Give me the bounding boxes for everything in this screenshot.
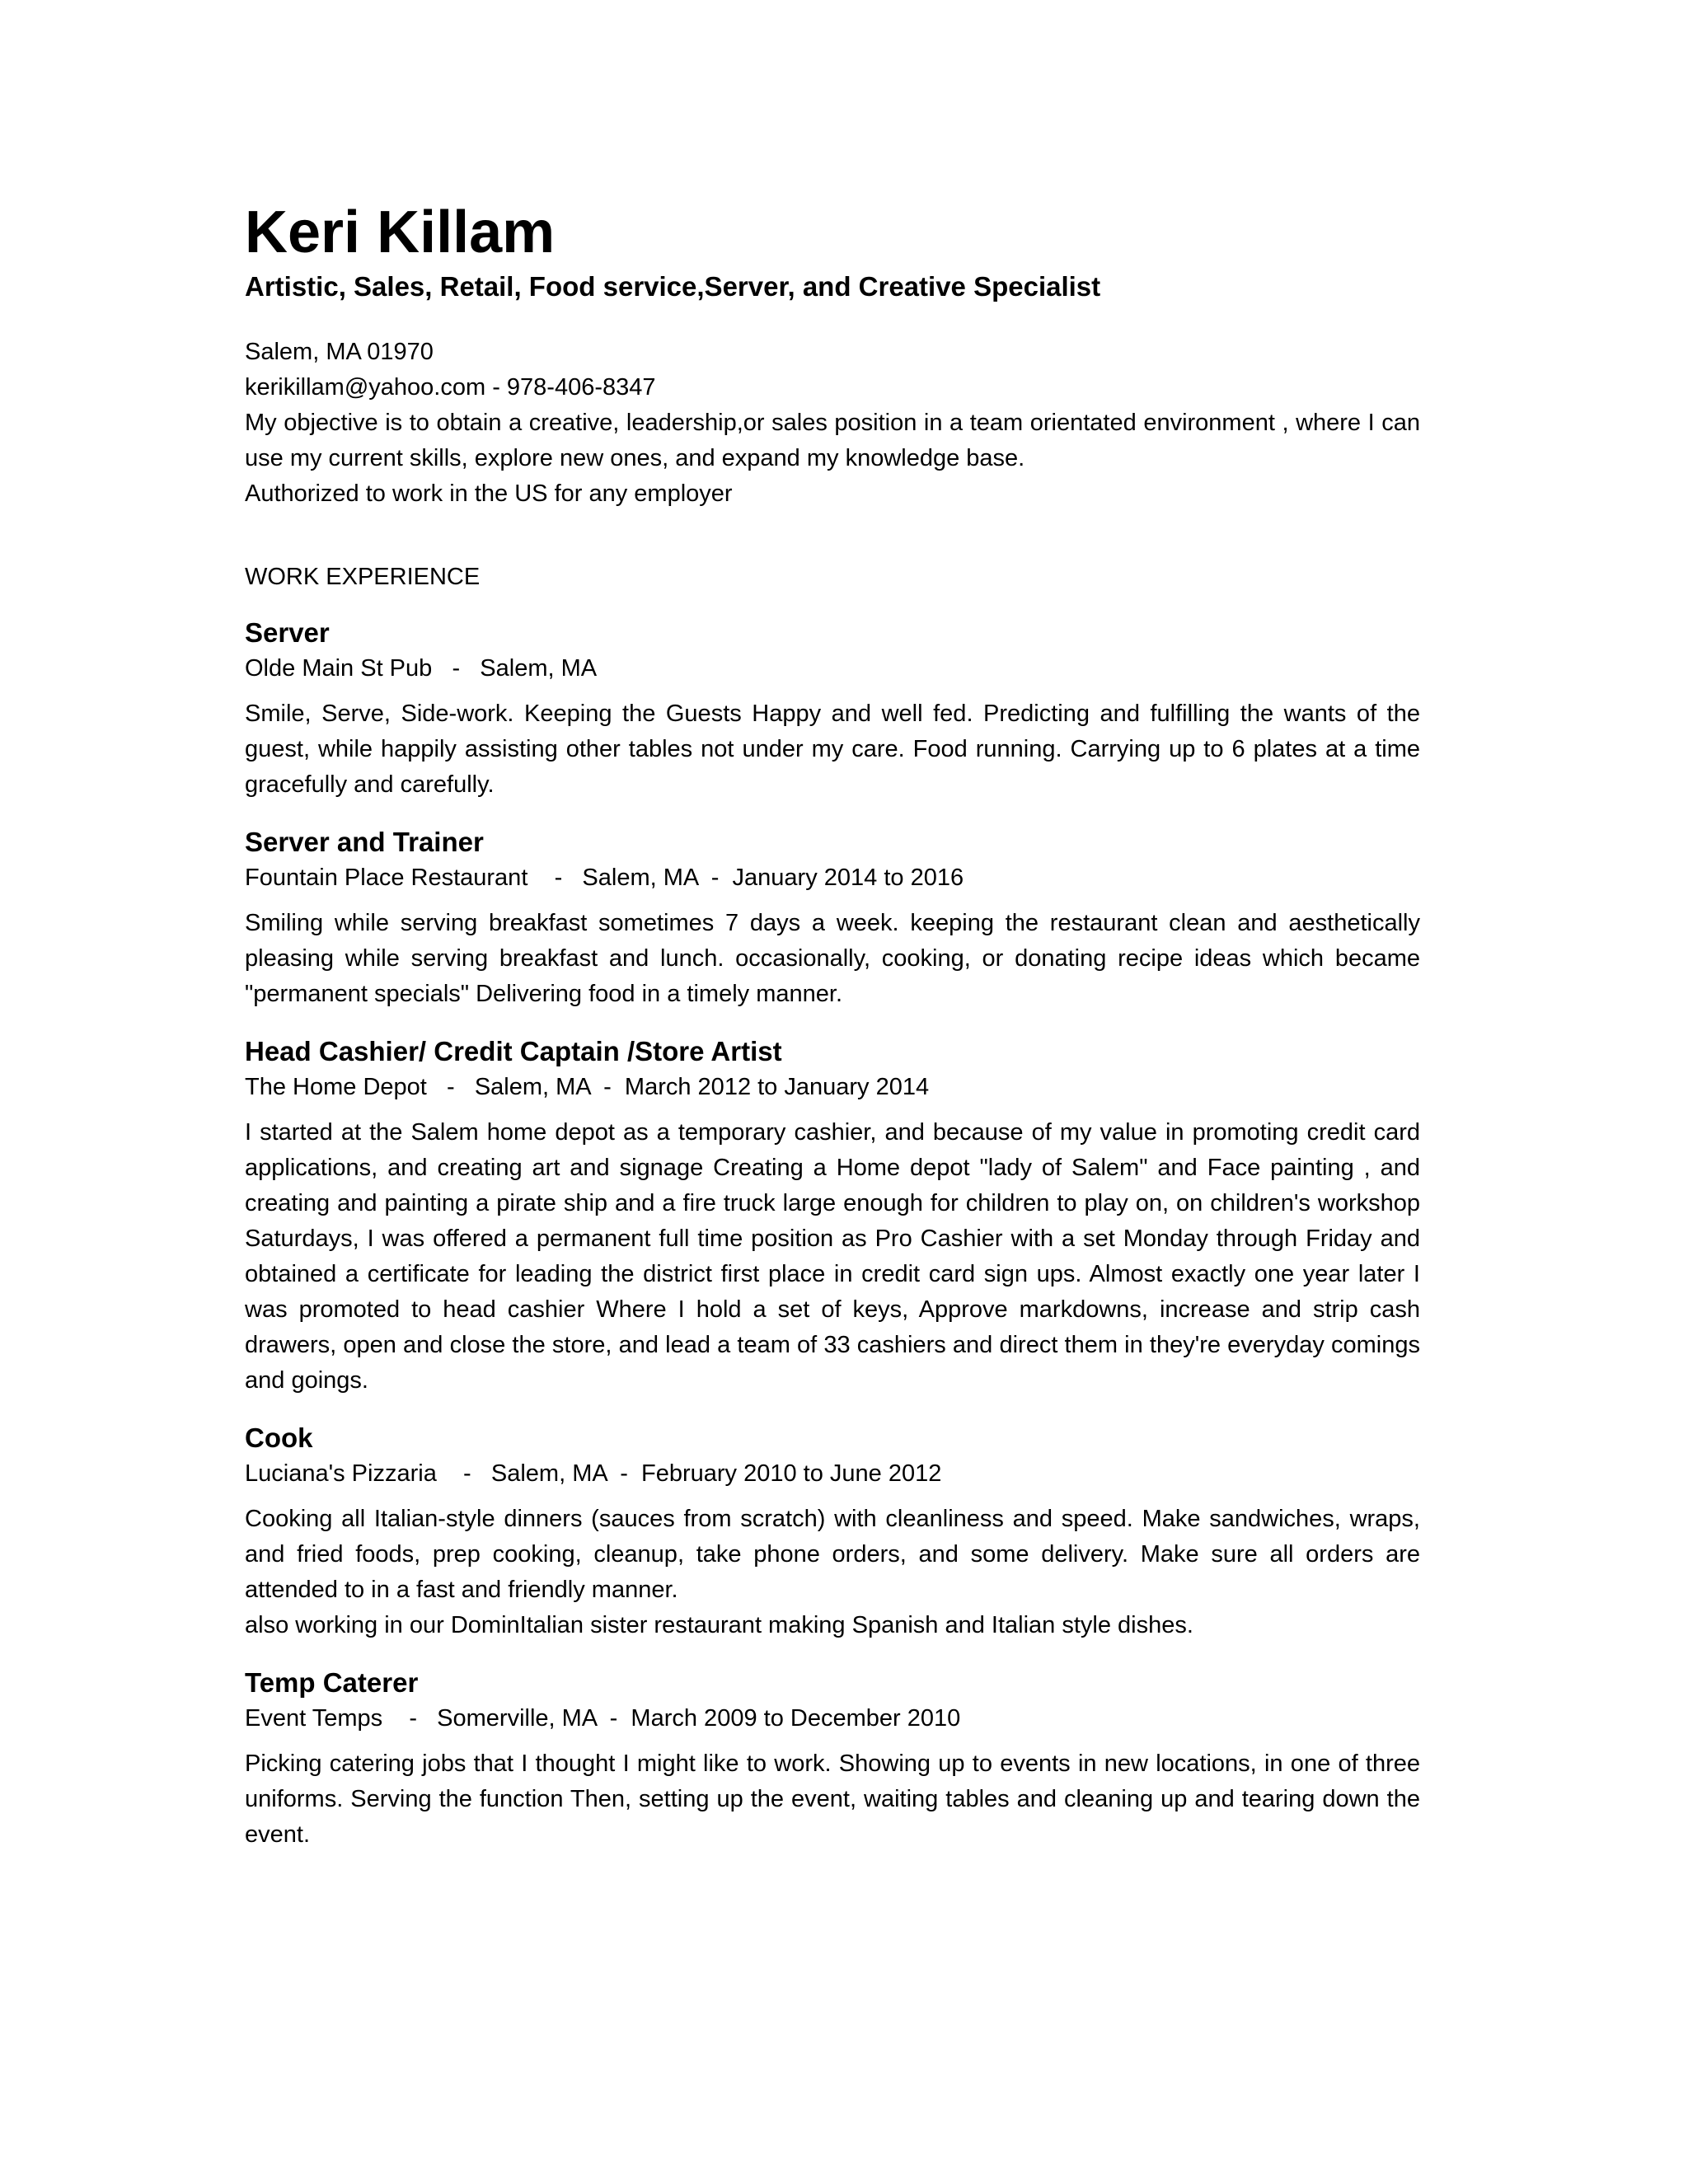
job-title: Server [245, 617, 330, 648]
job-meta: The Home Depot - Salem, MA - March 2012 to January 2014 [245, 1074, 930, 1100]
job-entry [245, 1033, 1420, 1399]
resume-name: Keri Killam [245, 199, 556, 265]
work-authorization-text: Authorized to work in the US for any employer [245, 480, 733, 507]
location-text: Salem, MA 01970 [245, 339, 434, 365]
job-title: Temp Caterer [245, 1667, 419, 1698]
job-description: Smiling while serving breakfast sometimes 7 days a week. keeping the restaurant clean and aesthetically pleasing while serving breakfast and lunch. occasionally, cooking, or donating recipe ideas which became "permanent specials" Delivering food in a timely manner. [245, 910, 1420, 1007]
job-entry [245, 824, 1420, 1012]
job-entry [245, 1420, 1420, 1643]
contact-text: kerikillam@yahoo.com - 978-406-8347 [245, 374, 656, 401]
job-meta: Event Temps - Somerville, MA - March 2009 to December 2010 [245, 1705, 961, 1732]
resume-page [245, 194, 1420, 1874]
objective-text: My objective is to obtain a creative, leadership,or sales position in a team orientated environment , where I can use my current skills, explore new ones, and expand my knowledge base. [245, 410, 1420, 471]
job-entry [245, 615, 1420, 803]
job-title: Head Cashier/ Credit Captain /Store Artist [245, 1036, 782, 1066]
job-description-extra: also working in our DominItalian sister restaurant making Spanish and Italian style dishes. [245, 1612, 1193, 1638]
job-description: Smile, Serve, Side-work. Keeping the Guests Happy and well fed. Predicting and fulfilling the wants of the guest, while happily assisting other tables not under my care. Food running. Carrying up to 6 plates at a time gracefully and carefully. [245, 701, 1420, 798]
resume-headline: Artistic, Sales, Retail, Food service,Server, and Creative Specialist [245, 271, 1101, 302]
work-experience-heading: WORK EXPERIENCE [245, 564, 481, 590]
job-description: Cooking all Italian-style dinners (sauces from scratch) with cleanliness and speed. Make sandwiches, wraps, and fried foods, prep cooking, cleanup, take phone orders, and some delivery. Make sure all orders are attended to in a fast and friendly manner. [245, 1506, 1420, 1603]
job-description: Picking catering jobs that I thought I might like to work. Showing up to events in new locations, in one of three uniforms. Serving the function Then, setting up the event, waiting tables and cleaning up and tearing down the event. [245, 1750, 1420, 1848]
job-entry [245, 1665, 1420, 1853]
job-description: I started at the Salem home depot as a temporary cashier, and because of my value in promoting credit card applications, and creating art and signage Creating a Home depot "lady of Salem" and Face painting , and creating and painting a pirate ship and a fire truck large enough for children to play on, on children's workshop Saturdays, I was offered a permanent full time position as Pro Cashier with a set Monday through Friday and obtained a certificate for leading the district first place in credit card sign ups. Almost exactly one year later I was promoted to head cashier Where I hold a set of keys, Approve markdowns, increase and strip cash drawers, open and close the store, and lead a team of 33 cashiers and direct them in they're everyday comings and goings. [245, 1119, 1420, 1394]
job-meta: Fountain Place Restaurant - Salem, MA - January 2014 to 2016 [245, 865, 964, 891]
job-title: Cook [245, 1422, 313, 1453]
job-title: Server and Trainer [245, 827, 484, 857]
job-meta: Olde Main St Pub - Salem, MA [245, 655, 598, 682]
job-meta: Luciana's Pizzaria - Salem, MA - February 2010 to June 2012 [245, 1460, 942, 1487]
